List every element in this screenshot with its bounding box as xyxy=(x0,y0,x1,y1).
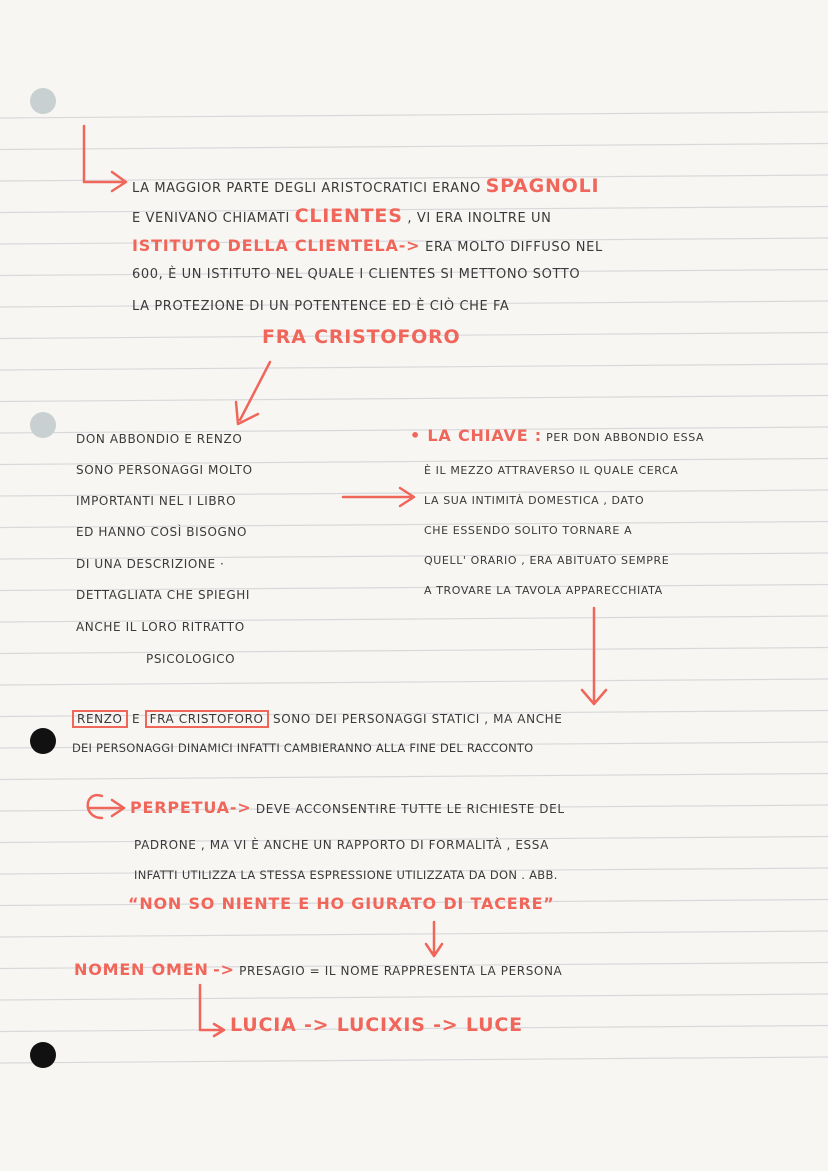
block3-line1: PERPETUA-> DEVE ACCONSENTIRE TUTTE LE RICHIESTE DEL xyxy=(130,798,565,817)
down-arrow-small-icon xyxy=(426,922,442,956)
right-col-line: È IL MEZZO ATTRAVERSO IL QUALE CERCA xyxy=(424,464,679,477)
nomen-omen-highlight: NOMEN OMEN xyxy=(74,960,209,979)
down-arrow-icon xyxy=(582,608,606,704)
spagnoli-highlight: SPAGNOLI xyxy=(485,175,600,197)
left-col-line: DON ABBONDIO E RENZO xyxy=(76,432,243,446)
block2-line1: RENZO E FRA CRISTOFORO SONO DEI PERSONAGGI STATICI , MA ANCHE xyxy=(72,712,562,726)
right-arrow-icon xyxy=(343,488,414,506)
istituto-highlight: ISTITUTO DELLA CLIENTELA xyxy=(132,236,399,255)
corner-arrow-small-icon xyxy=(200,985,224,1036)
left-col-line: SONO PERSONAGGI MOLTO xyxy=(76,463,253,477)
right-col-line: CHE ESSENDO SOLITO TORNARE A xyxy=(424,524,633,537)
left-col-line: DI UNA DESCRIZIONE · xyxy=(76,557,225,571)
perpetua-highlight: PERPETUA xyxy=(130,798,230,817)
left-col-line: ED HANNO COSÌ BISOGNO xyxy=(76,525,248,539)
corner-arrow-icon xyxy=(84,126,126,191)
right-col-line: A TROVARE LA TAVOLA APPARECCHIATA xyxy=(424,584,663,597)
left-col-line: PSICOLOGICO xyxy=(146,652,236,666)
renzo-box: RENZO xyxy=(72,710,128,728)
fra-cristoforo-title: FRA CRISTOFORO xyxy=(262,326,461,348)
block3-line3: INFATTI UTILIZZA LA STESSA ESPRESSIONE UTILIZZATA DA DON . ABB. xyxy=(134,868,558,882)
down-left-arrow-icon xyxy=(236,362,270,424)
la-chiave-heading: • LA CHIAVE : xyxy=(410,426,543,445)
block1-line2: E VENIVANO CHIAMATI CLIENTES , VI ERA INOLTRE UN xyxy=(132,205,552,227)
right-col-line1: • LA CHIAVE : PER DON ABBONDIO ESSA xyxy=(410,426,705,445)
block3-line2: PADRONE , MA VI È ANCHE UN RAPPORTO DI FORMALITÀ , ESSA xyxy=(134,838,549,852)
clientes-highlight: CLIENTES xyxy=(294,205,403,227)
block2-line2: DEI PERSONAGGI DINAMICI INFATTI CAMBIERANNO ALLA FINE DEL RACCONTO xyxy=(72,741,534,755)
left-col-line: IMPORTANTI NEL I LIBRO xyxy=(76,494,237,508)
block1-line3: ISTITUTO DELLA CLIENTELA-> ERA MOLTO DIFFUSO NEL xyxy=(132,236,603,255)
fra-cristoforo-box: FRA CRISTOFORO xyxy=(145,710,269,728)
curly-arrow-icon xyxy=(88,795,124,818)
lucia-etymology: LUCIA -> LUCIXIS -> LUCE xyxy=(230,1014,523,1036)
quote-highlight: “NON SO NIENTE E HO GIURATO DI TACERE” xyxy=(128,894,555,913)
block4-line1: NOMEN OMEN -> PRESAGIO = IL NOME RAPPRESENTA LA PERSONA xyxy=(74,960,563,979)
right-col-line: LA SUA INTIMITÀ DOMESTICA , DATO xyxy=(424,494,645,507)
left-col-line: DETTAGLIATA CHE SPIEGHI xyxy=(76,588,250,602)
right-col-line: QUELL' ORARIO , ERA ABITUATO SEMPRE xyxy=(424,554,670,567)
block1-line5: LA PROTEZIONE DI UN POTENTENCE ED È CIÒ CHE FA xyxy=(132,299,510,314)
block1-line1: LA MAGGIOR PARTE DEGLI ARISTOCRATICI ERANO SPAGNOLI xyxy=(132,175,600,197)
block1-line4: 600, È UN ISTITUTO NEL QUALE I CLIENTES SI METTONO SOTTO xyxy=(132,267,581,282)
left-col-line: ANCHE IL LORO RITRATTO xyxy=(76,620,245,634)
